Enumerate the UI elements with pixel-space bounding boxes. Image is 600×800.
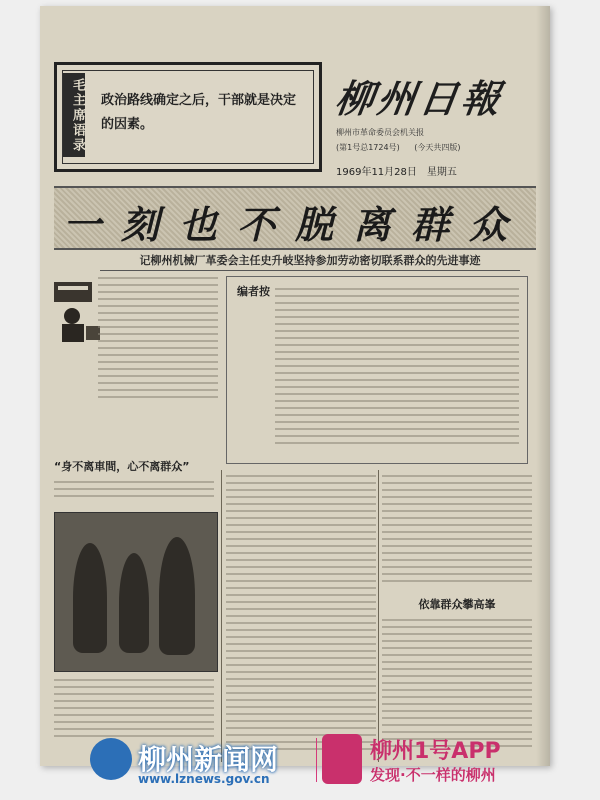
- newspaper-title: 柳州日報: [332, 76, 507, 121]
- news-site-logo-icon: [90, 738, 132, 780]
- article-column-middle: [226, 470, 376, 762]
- editors-note-label: 编者按: [237, 285, 270, 298]
- newspaper-page: [40, 6, 550, 766]
- section-title-right: 依靠群众攀高峯: [418, 598, 496, 611]
- photo-figure: [119, 553, 149, 653]
- column-rule: [221, 470, 222, 762]
- article-column-2: [54, 476, 214, 506]
- photo-figure: [73, 543, 107, 653]
- app-logo-icon: [322, 734, 362, 784]
- photo-figure: [159, 537, 195, 655]
- quotation-text: 政治路线确定之后，干部就是决定的因素。: [101, 93, 297, 132]
- issue-date: 1969年11月28日 星期五: [336, 167, 457, 178]
- issue-pages: (今天共四版): [414, 143, 461, 152]
- app-brand: 柳州1号APP: [370, 739, 501, 764]
- quotation-side-label: 毛主席语录: [63, 73, 85, 157]
- news-site-brand: 柳州新闻网: [138, 743, 279, 776]
- article-column-right: [382, 470, 532, 594]
- app-slogan: 发现·不一样的柳州: [370, 766, 496, 784]
- article-column-intro: [98, 272, 218, 412]
- publisher-line: 柳州市革命委员会机关报: [336, 128, 424, 137]
- quotation-box: [54, 62, 322, 172]
- main-headline: 一刻也不脱离群众: [62, 202, 527, 247]
- news-photo: [54, 512, 218, 672]
- subheadline: 记柳州机械厂革委会主任史升岐坚持参加劳动密切联系群众的先进事迹: [100, 252, 520, 271]
- headline-banner: [54, 186, 536, 250]
- news-site-url: www.lznews.gov.cn: [138, 772, 270, 786]
- editors-note-box: [226, 276, 528, 464]
- footer-divider: [316, 738, 317, 782]
- editors-note-text: [275, 283, 519, 449]
- column-rule: [378, 470, 379, 762]
- issue-codes: [336, 142, 540, 153]
- watermark-footer: [90, 732, 510, 792]
- section-title-left: “身不离車間，心不离群众”: [54, 460, 190, 473]
- masthead: [332, 68, 540, 178]
- issue-code: (第1号总1724号): [336, 143, 400, 152]
